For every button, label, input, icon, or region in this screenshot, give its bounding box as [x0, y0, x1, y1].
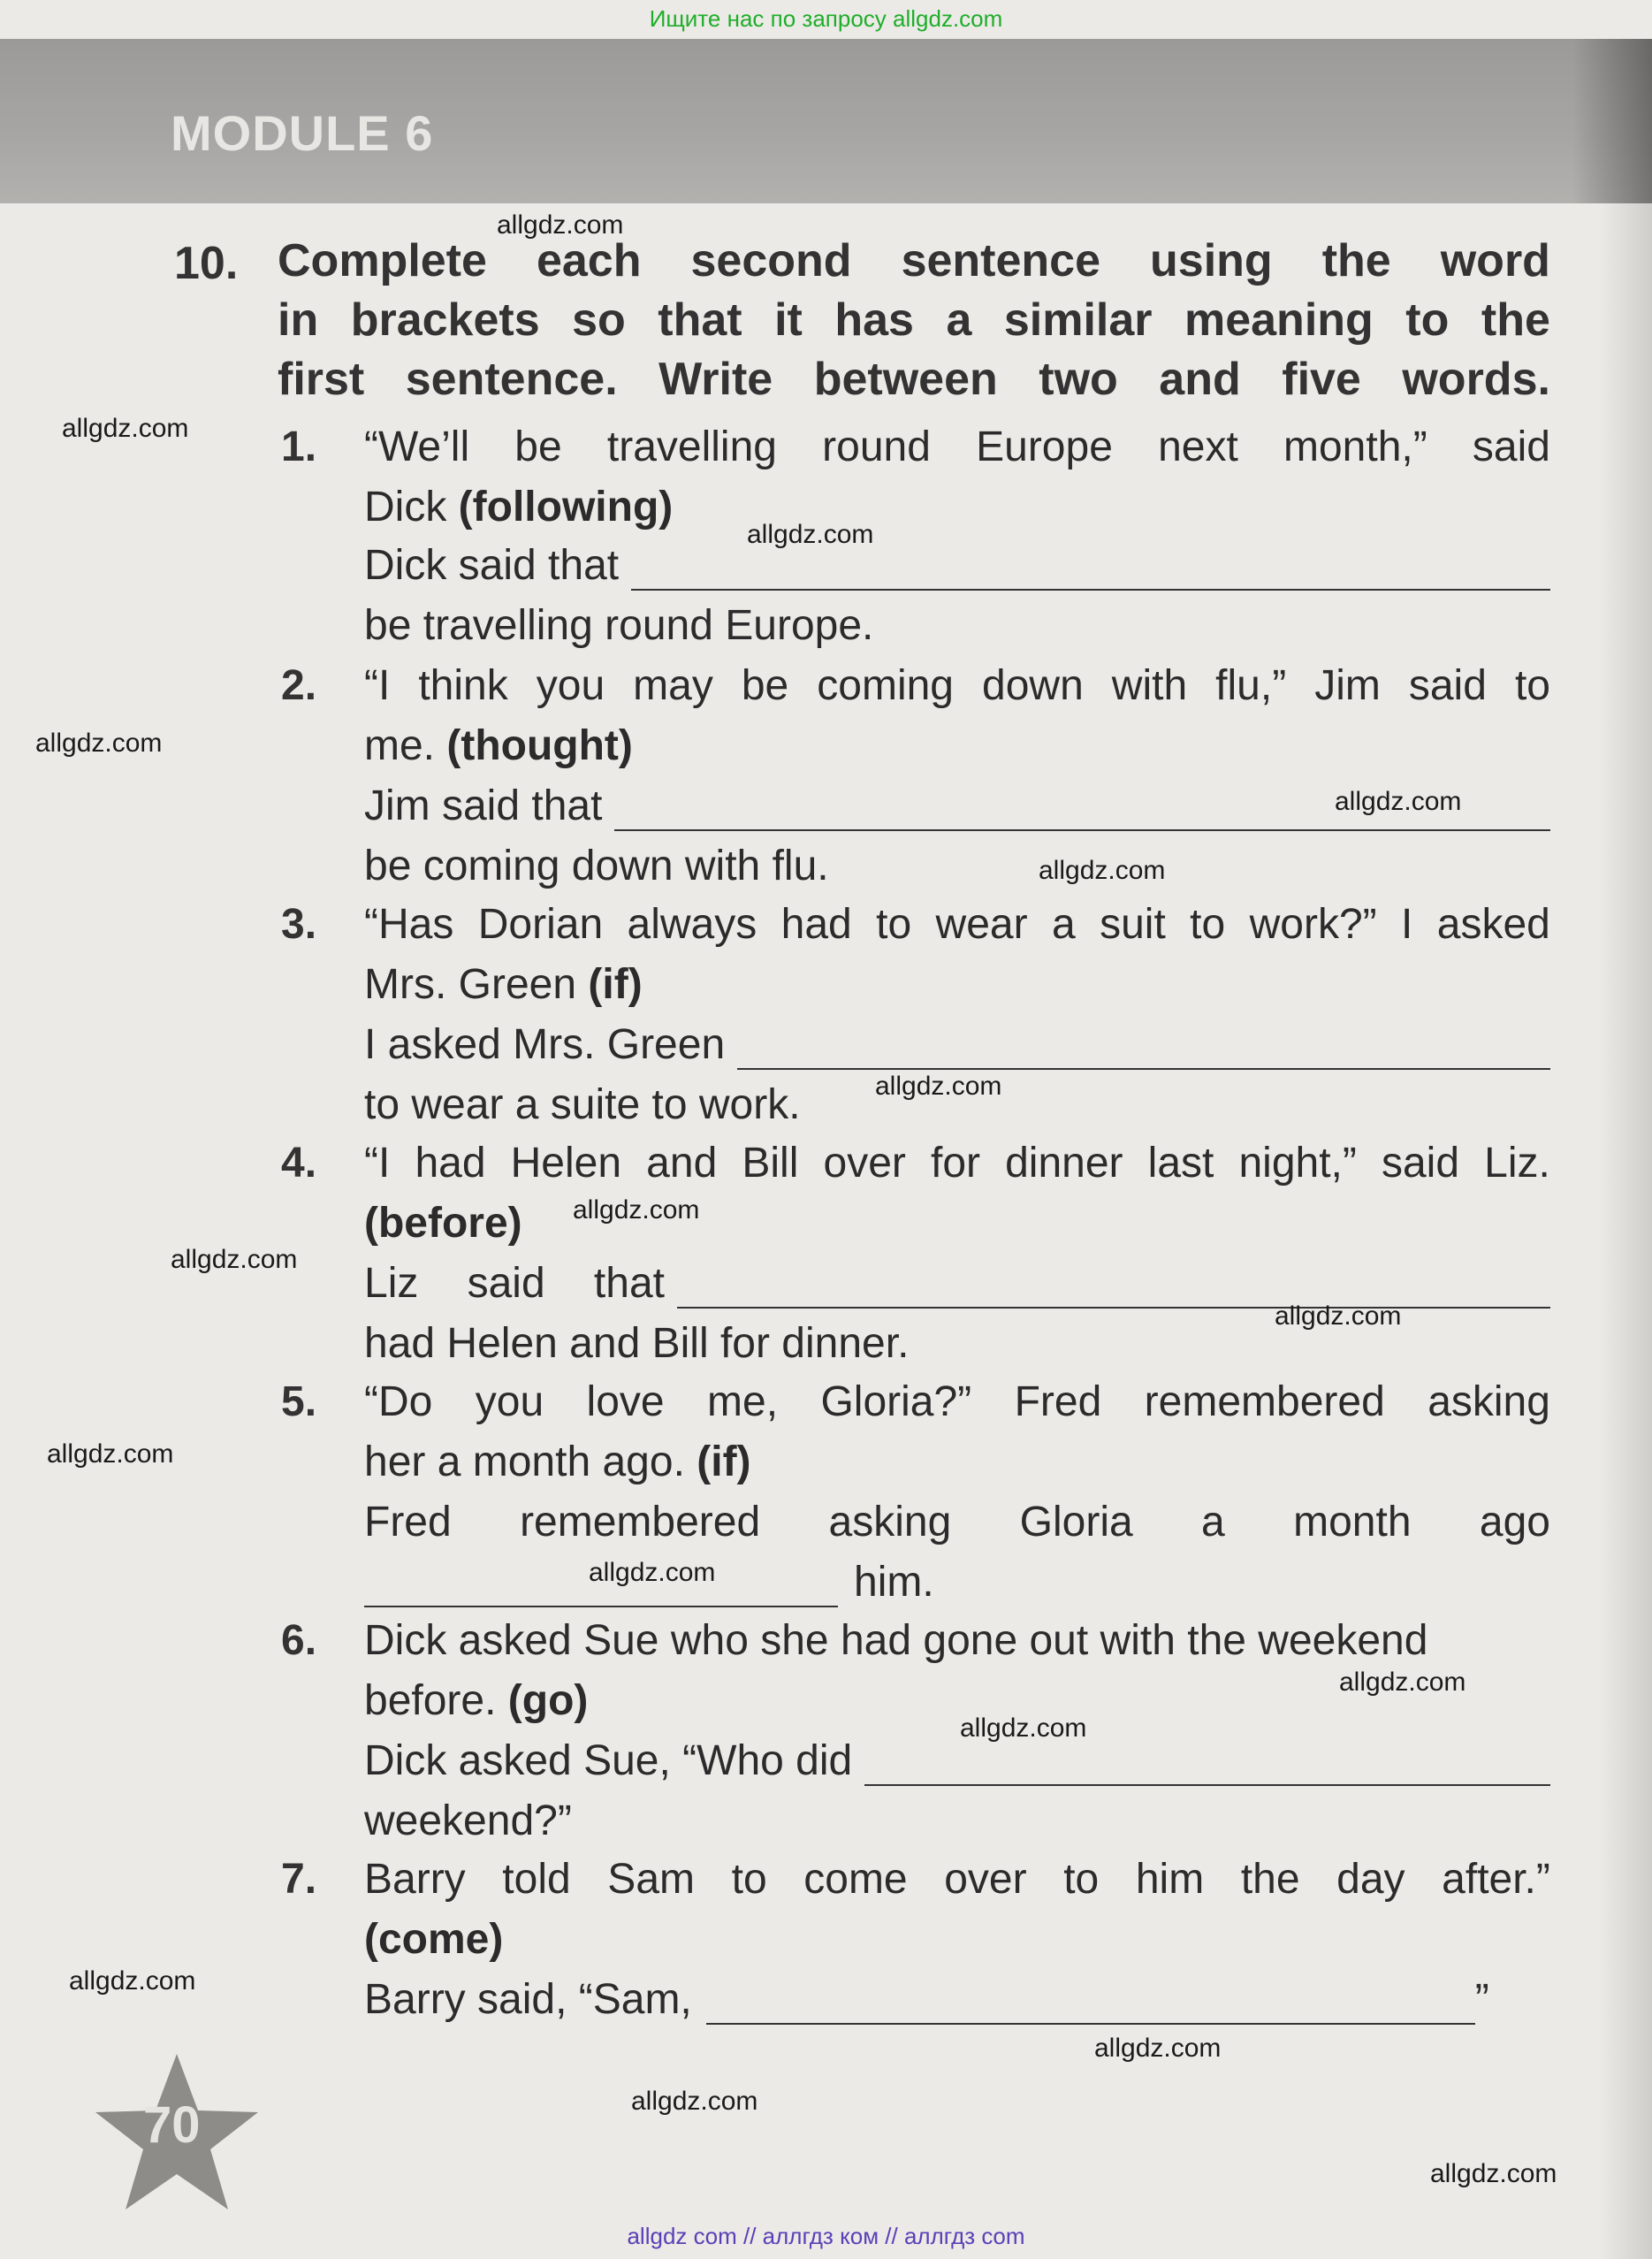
word: said: [1381, 1140, 1460, 1187]
word: second: [690, 235, 852, 286]
item-sentence-line: [364, 1139, 1550, 1188]
word: to: [1190, 901, 1226, 948]
word: round: [822, 424, 931, 470]
word: brackets: [350, 294, 540, 346]
word: coming: [817, 662, 954, 709]
word: Liz.: [1484, 1140, 1550, 1187]
word: to: [1063, 1856, 1100, 1903]
word: Fred: [364, 1499, 452, 1545]
word: Sam: [607, 1856, 695, 1903]
word: think: [418, 662, 508, 709]
watermark: allgdz.com: [1335, 787, 1462, 816]
watermark: allgdz.com: [875, 1072, 1002, 1101]
watermark: allgdz.com: [1339, 1668, 1466, 1697]
word: love: [586, 1378, 665, 1425]
word: remembered: [520, 1499, 761, 1545]
word: sentence.: [405, 354, 618, 405]
word: similar: [1003, 294, 1153, 346]
word: words.: [1402, 354, 1550, 405]
word: and: [1159, 354, 1241, 405]
item-sentence-line: [364, 1855, 1550, 1904]
watermark: allgdz.com: [35, 729, 163, 758]
watermark: allgdz.com: [171, 1245, 298, 1274]
answer-blank[interactable]: [631, 548, 1550, 591]
word: you: [536, 662, 605, 709]
word: Dorian: [477, 901, 604, 948]
word: him: [1135, 1856, 1205, 1903]
word: and: [646, 1140, 718, 1187]
word: month: [1293, 1499, 1412, 1545]
keyword: (if): [697, 1439, 751, 1485]
page-number: 70: [143, 2096, 201, 2154]
word: to: [876, 901, 912, 948]
keyword: (following): [458, 484, 674, 530]
answer-line: [364, 1498, 1550, 1547]
word: the: [1481, 294, 1550, 346]
word: had: [780, 901, 852, 948]
word: so: [572, 294, 626, 346]
answer-continuation: to wear a suite to work.: [364, 1081, 801, 1128]
item-sentence-line: Dick asked Sue who she had gone out with the weekend: [364, 1617, 1428, 1664]
keyword: (before): [364, 1200, 522, 1247]
answer-continuation: be coming down with flu.: [364, 843, 829, 889]
item-keyword-line: her a month ago. (if): [364, 1439, 751, 1485]
word: word: [1440, 235, 1550, 286]
item-keyword-line: [364, 1199, 1550, 1248]
word: “I: [364, 1140, 391, 1187]
top-banner: Ищите нас по запросу allgdz.com: [649, 5, 1003, 32]
answer-line: Dick said that: [364, 541, 1550, 591]
watermark: allgdz.com: [497, 210, 624, 240]
watermark: allgdz.com: [1094, 2034, 1222, 2063]
answer-continuation: be travelling round Europe.: [364, 602, 874, 649]
word: wear: [935, 901, 1028, 948]
word: that: [658, 294, 742, 346]
word: flu,”: [1215, 662, 1287, 709]
answer-continuation: had Helen and Bill for dinner.: [364, 1320, 910, 1367]
word: be: [741, 662, 789, 709]
watermark: allgdz.com: [69, 1966, 196, 1996]
word: “Do: [364, 1378, 433, 1425]
word: for: [930, 1140, 980, 1187]
answer-line: Jim said that: [364, 782, 1550, 831]
word: to: [731, 1856, 767, 1903]
watermark: allgdz.com: [631, 2087, 758, 2116]
answer-line: Dick asked Sue, “Who did: [364, 1736, 1550, 1786]
word: said: [1408, 662, 1487, 709]
answer-line: I asked Mrs. Green: [364, 1020, 1550, 1070]
word: Europe: [976, 424, 1113, 470]
exercise-instruction: [278, 232, 1550, 409]
word: “I: [364, 662, 391, 709]
word: Liz: [364, 1260, 419, 1307]
word: over: [823, 1140, 906, 1187]
word: a: [1201, 1499, 1225, 1545]
word: a: [946, 294, 972, 346]
word: “Has: [364, 901, 454, 948]
watermark: allgdz.com: [573, 1195, 700, 1225]
item-number: 3.: [281, 901, 317, 948]
word: I: [1401, 901, 1413, 948]
answer-blank[interactable]: [706, 1982, 1475, 2025]
word: remembered: [1144, 1378, 1385, 1425]
watermark: allgdz.com: [47, 1439, 174, 1469]
instruction-line-1: [278, 232, 1550, 291]
word: you: [475, 1378, 544, 1425]
watermark: allgdz.com: [589, 1558, 716, 1587]
word: that: [593, 1260, 665, 1307]
word: dinner: [1005, 1140, 1123, 1187]
answer-blank[interactable]: [737, 1027, 1550, 1070]
word: meaning: [1184, 294, 1374, 346]
watermark: allgdz.com: [960, 1713, 1087, 1743]
keyword: (come): [364, 1916, 504, 1963]
word: Barry: [364, 1856, 466, 1903]
word: first: [278, 354, 365, 405]
word: Gloria: [1019, 1499, 1133, 1545]
word: Fred: [1014, 1378, 1102, 1425]
bottom-banner: allgdz com // аллгдз ком // аллгдз com: [627, 2223, 1025, 2249]
word: had: [415, 1140, 486, 1187]
keyword: (go): [507, 1677, 589, 1724]
word: to: [1514, 662, 1550, 709]
word: five: [1282, 354, 1361, 405]
keyword: (if): [588, 961, 643, 1008]
watermark: allgdz.com: [1275, 1301, 1402, 1331]
item-keyword-line: Mrs. Green (if): [364, 961, 643, 1008]
word: the: [1321, 235, 1391, 286]
word: night,”: [1238, 1140, 1357, 1187]
item-sentence-line: [364, 423, 1550, 472]
word: sentence: [901, 235, 1101, 286]
answer-continuation: weekend?”: [364, 1797, 572, 1844]
watermark: allgdz.com: [1430, 2159, 1557, 2188]
word: me,: [707, 1378, 779, 1425]
item-number: 5.: [281, 1378, 317, 1425]
item-keyword-line: before. (go): [364, 1677, 589, 1724]
word: travelling: [606, 424, 777, 470]
item-sentence-line: [364, 1378, 1550, 1427]
word: asking: [1427, 1378, 1550, 1425]
word: in: [278, 294, 319, 346]
item-number: 1.: [281, 424, 317, 470]
module-title: MODULE 6: [171, 105, 434, 161]
item-number: 2.: [281, 662, 317, 709]
word: using: [1150, 235, 1273, 286]
instruction-line-2: [278, 291, 1550, 350]
word: asking: [828, 1499, 952, 1545]
word: said: [1472, 424, 1550, 470]
word: may: [633, 662, 713, 709]
word: Helen: [510, 1140, 622, 1187]
item-number: 4.: [281, 1140, 317, 1187]
answer-line: Barry said, “Sam, ”: [364, 1976, 1489, 2023]
word: day: [1336, 1856, 1405, 1903]
answer-continuation: him.: [364, 1558, 1550, 1607]
word: always: [627, 901, 757, 948]
item-keyword-line: me. (thought): [364, 722, 633, 769]
word: to: [1405, 294, 1450, 346]
word: Jim: [1314, 662, 1381, 709]
watermark: allgdz.com: [62, 414, 189, 443]
word: over: [944, 1856, 1027, 1903]
word: with: [1111, 662, 1188, 709]
word: between: [813, 354, 998, 405]
word: has: [834, 294, 914, 346]
word: ago: [1479, 1499, 1550, 1545]
word: told: [502, 1856, 571, 1903]
word: a: [1051, 901, 1076, 948]
word: “We’ll: [364, 424, 470, 470]
word: Complete: [278, 235, 487, 286]
word: it: [774, 294, 803, 346]
watermark: allgdz.com: [747, 520, 874, 549]
word: last: [1147, 1140, 1214, 1187]
word: Bill: [742, 1140, 799, 1187]
keyword: (thought): [446, 722, 633, 769]
word: the: [1240, 1856, 1300, 1903]
word: each: [536, 235, 642, 286]
page-edge-shadow: [1599, 203, 1652, 2259]
item-keyword-line: [364, 1915, 1550, 1965]
exercise-number: 10.: [174, 238, 239, 289]
word: next: [1158, 424, 1238, 470]
watermark: allgdz.com: [1039, 856, 1166, 885]
answer-blank[interactable]: [864, 1744, 1550, 1786]
word: work?”: [1249, 901, 1377, 948]
word: after.”: [1442, 1856, 1550, 1903]
word: said: [467, 1260, 545, 1307]
item-number: 6.: [281, 1617, 317, 1664]
answer-blank[interactable]: [677, 1266, 1550, 1309]
word: asked: [1436, 901, 1550, 948]
instruction-line-3: [278, 350, 1550, 409]
word: suit: [1100, 901, 1166, 948]
item-sentence-line: [364, 661, 1550, 711]
word: Gloria?”: [820, 1378, 972, 1425]
word: down: [982, 662, 1084, 709]
item-keyword-line: Dick (following): [364, 484, 674, 530]
item-number: 7.: [281, 1856, 317, 1903]
word: Write: [659, 354, 773, 405]
word: two: [1039, 354, 1118, 405]
word: month,”: [1283, 424, 1427, 470]
word: be: [514, 424, 562, 470]
item-sentence-line: [364, 900, 1550, 950]
word: come: [803, 1856, 908, 1903]
